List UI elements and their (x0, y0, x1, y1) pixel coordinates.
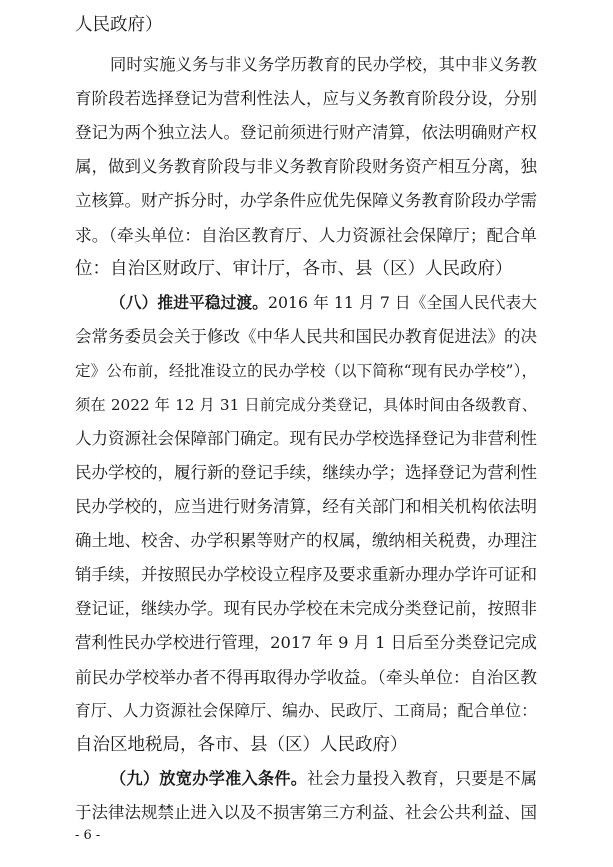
text-line: 位：自治区财政厅、审计厅，各市、县（区）人民政府） (75, 259, 513, 279)
section-heading-line (110, 288, 537, 318)
text-line: 营利性民办学校进行管理，2017 年 9 月 1 日后至分类登记完成 (75, 633, 537, 652)
text-line: 自治区地税局，各市、县（区）人民政府） (75, 735, 408, 755)
text-line: 定》公布前，经批准设立的民办学校（以下简称“现有民办学校”）， (75, 362, 537, 380)
text-line: 人民政府） (75, 15, 163, 35)
text-line: 登记证，继续办学。现有民办学校在未完成分类登记前，按照非 (75, 599, 537, 618)
text-line: 销手续，并按照民办学校设立程序及要求重新办理办学许可证和 (75, 565, 537, 584)
section-heading: （九）放宽办学准入条件。 (110, 769, 308, 788)
text-line: 属，做到义务教育阶段与非义务教育阶段财务资产相互分离，独 (75, 157, 537, 176)
section-heading-line (110, 764, 537, 794)
text-line: 须在 2022 年 12 月 31 日前完成分类登记，具体时间由各级教育、 (75, 396, 537, 414)
page-number: - 6 - (75, 828, 101, 843)
section-heading: （八）推进平稳过渡。 (110, 293, 268, 312)
text-line: 于法律法规禁止进入以及不损害第三方利益、社会公共利益、国 (75, 803, 537, 822)
text-line: 前民办学校举办者不得再取得办学收益。（牵头单位：自治区教 (75, 667, 537, 687)
text-line: 求。（牵头单位：自治区教育厅、人力资源社会保障厅；配合单 (75, 225, 537, 245)
text-line: 立核算。财产拆分时，办学条件应优先保障义务教育阶段办学需 (75, 191, 537, 210)
text-line: 民办学校的，履行新的登记手续，继续办学；选择登记为营利性 (75, 463, 537, 482)
text-span: 社会力量投入教育，只要是不属 (307, 769, 538, 788)
text-line: 人力资源社会保障部门确定。现有民办学校选择登记为非营利性 (75, 429, 537, 448)
text-line: 同时实施义务与非义务学历教育的民办学校，其中非义务教 (110, 55, 537, 74)
text-line: 育阶段若选择登记为营利性法人，应与义务教育阶段分设，分别 (75, 89, 537, 108)
text-line: 育厅、人力资源社会保障厅、编办、民政厅、工商局；配合单位： (75, 701, 537, 720)
text-span: 2016 年 11 月 7 日《全国人民代表大 (267, 293, 538, 312)
text-line: 民办学校的，应当进行财务清算，经有关部门和相关机构依法明 (75, 497, 537, 516)
text-line: 确土地、校舍、办学积累等财产的权属，缴纳相关税费，办理注 (75, 531, 537, 550)
text-line: 会常务委员会关于修改《中华人民共和国民办教育促进法》的决 (75, 327, 537, 346)
text-line: 登记为两个独立法人。登记前须进行财产清算，依法明确财产权 (75, 123, 537, 142)
